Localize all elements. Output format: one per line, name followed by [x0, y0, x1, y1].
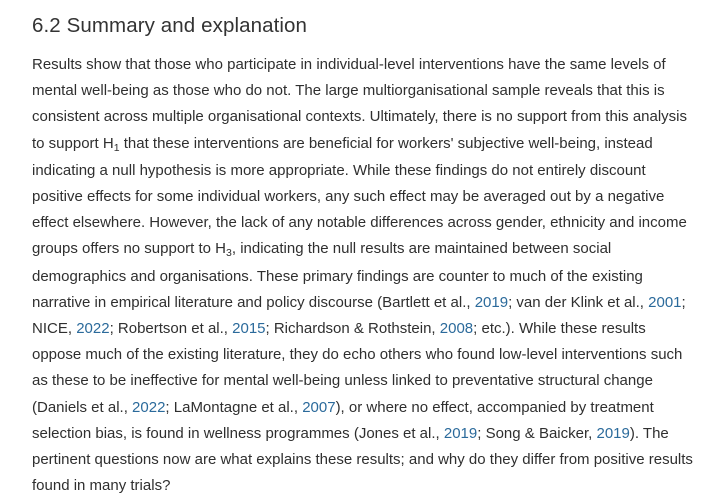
hypothesis-subscript: 1 [113, 141, 120, 154]
citation-link[interactable]: 2001 [648, 293, 682, 311]
citation-link[interactable]: 2019 [474, 293, 509, 311]
citation-link[interactable]: 2015 [232, 320, 266, 338]
citation-link[interactable]: 2007 [302, 398, 336, 416]
citation-link[interactable]: 2022 [76, 320, 110, 338]
citation-link[interactable]: 2008 [439, 320, 474, 338]
citation-link[interactable]: 2019 [596, 424, 630, 442]
section-body-paragraph: Results show that those who participate in individual-level interventions have the same levels of mental well-being as those who do not. The large multiorganisational sample reveals that this is consistent across multiple organisational contexts. Ultimately, there is no support from this analysis to support $H_1$ that these interventions are beneficial for workers' subjective well-being, instead indicating a null hypothesis is more appropriate. While these findings do not entirely discount positive effects for some individual workers, any such effect may be averaged out by a negative effect elsewhere. However, the lack of any notable differences across gender, ethnicity and income groups offers no support to $H_3$, indicating the null results are maintained between social demographics and organisations. These primary findings are counter to much of the existing narrative in empirical literature and policy discourse (Bartlett et al., 2019; van der Klink et al., 2001; NICE, 2022; Robertson et al., 2015; Richardson & Rothstein, 2008; etc.). While these results oppose much of the existing literature, they do echo others who found low-level interventions such as these to be ineffective for mental well-being unless linked to preventative structural change (Daniels et al., 2022; LaMontagne et al., 2007), or where no effect, accompanied by treatment selection bias, is found in wellness programmes (Jones et al., 2019; Song & Baicker, 2019). The pertinent questions now are what explains these results; and why do they differ from positive results found in many trials? [32, 56, 693, 495]
citation-link[interactable]: 2022 [132, 398, 166, 416]
page-title: 6.2 Summary and explanation [32, 14, 308, 37]
hypothesis-subscript: 3 [226, 247, 232, 260]
citation-link[interactable]: 2019 [443, 424, 478, 442]
